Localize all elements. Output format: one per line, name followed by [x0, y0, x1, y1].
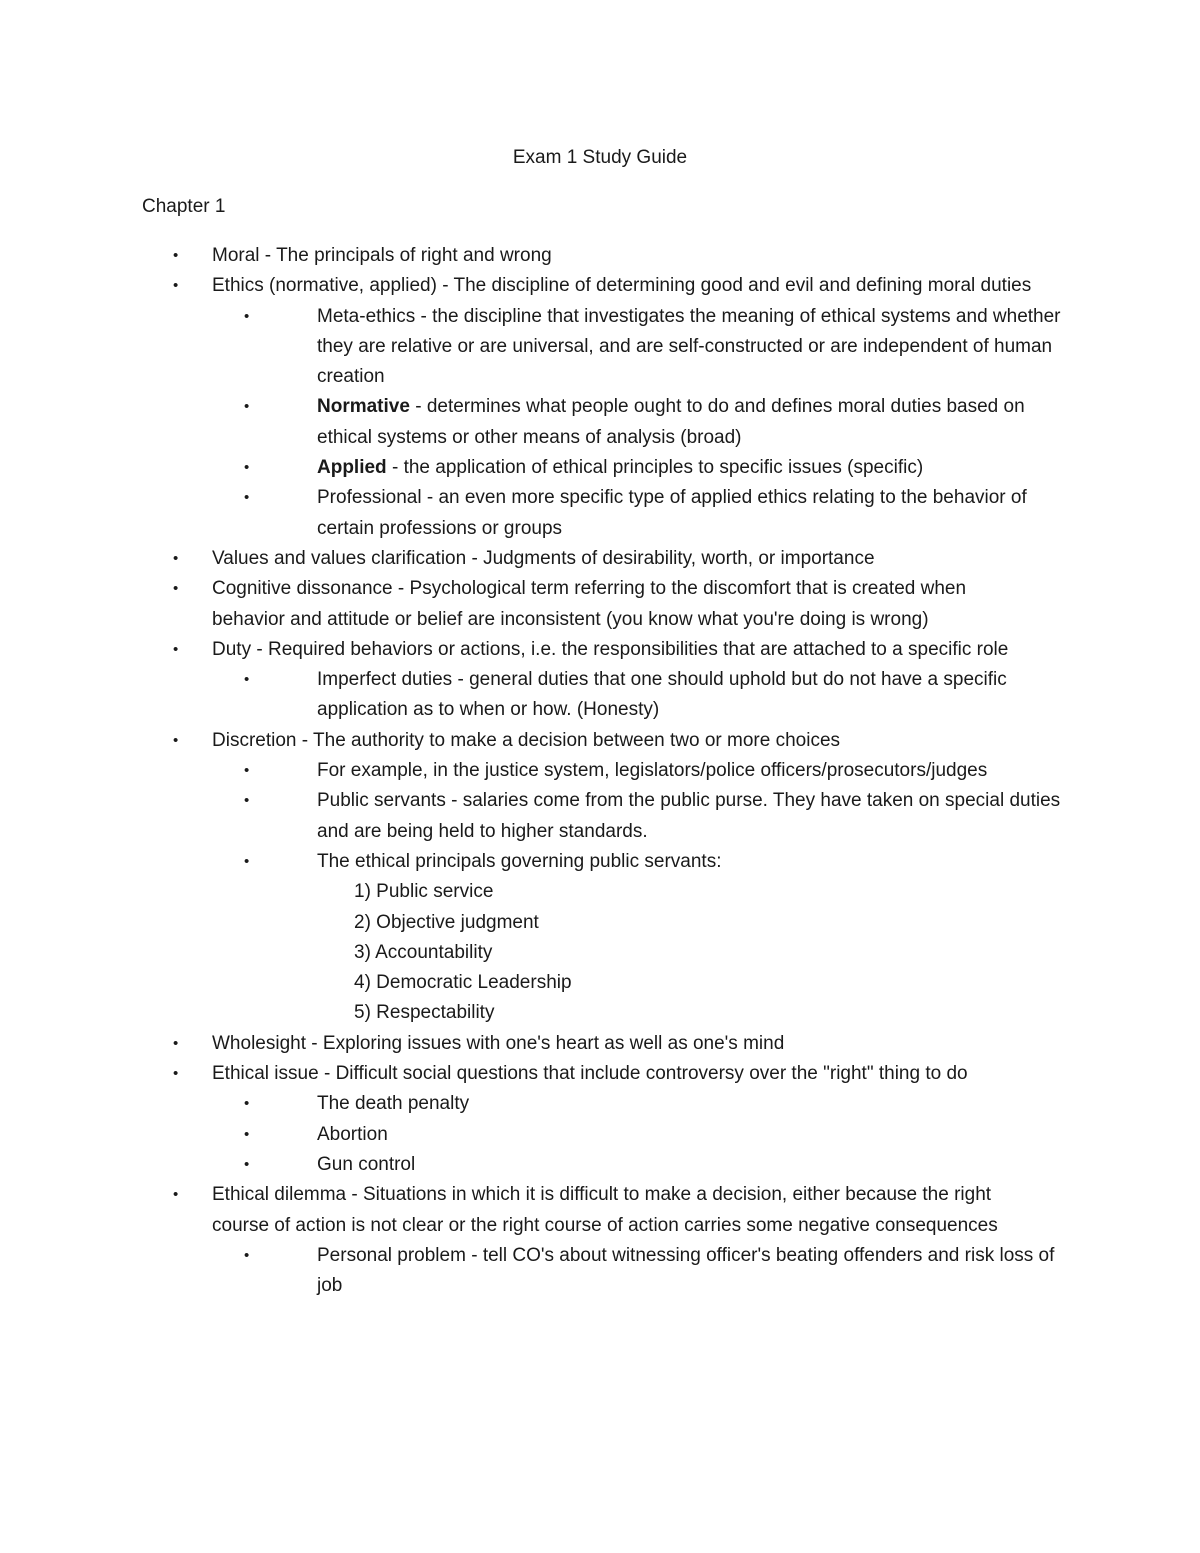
- item-text: 4) Democratic Leadership: [354, 972, 572, 994]
- bullet-icon: •: [244, 489, 250, 507]
- term-separator: -: [415, 305, 433, 327]
- list-item: [354, 908, 1054, 938]
- bullet-icon: •: [173, 731, 179, 749]
- bullet-icon: •: [244, 459, 250, 477]
- item-text: Judgments of desirability, worth, or importance: [483, 547, 875, 569]
- list-item: [244, 665, 1062, 726]
- list-item: [173, 271, 1042, 301]
- term-label: Public servants: [317, 790, 446, 812]
- term-separator: -: [346, 1184, 363, 1206]
- document-title: Exam 1 Study Guide: [512, 147, 688, 168]
- term-separator: -: [386, 457, 404, 479]
- bullet-icon: •: [244, 1095, 250, 1113]
- term-label: Wholesight: [212, 1032, 306, 1054]
- item-text: 1) Public service: [354, 881, 494, 903]
- term-separator: -: [409, 396, 427, 418]
- chapter-heading: Chapter 1: [142, 196, 226, 217]
- list-item: [354, 998, 1054, 1028]
- item-text: an even more specific type of applied ethics relating to the behavior of certain professions or groups: [317, 487, 1027, 539]
- term-separator: -: [306, 1032, 323, 1054]
- item-text: 3) Accountability: [354, 941, 493, 963]
- bullet-icon: •: [244, 398, 250, 416]
- item-text: the application of ethical principles to specific issues (specific): [403, 457, 924, 479]
- item-text: The authority to make a decision between two or more choices: [313, 729, 841, 751]
- bullet-icon: •: [173, 1034, 179, 1052]
- item-text: Situations in which it is difficult to make a decision, either because the right course of action is not clear or the right course of action carries some negative consequences: [212, 1184, 998, 1236]
- term-label: Imperfect duties: [317, 669, 453, 691]
- list-item: [244, 1150, 1062, 1180]
- bullet-icon: •: [173, 247, 179, 264]
- term-separator: -: [436, 275, 454, 297]
- list-item: [244, 1089, 1062, 1119]
- term-separator: -: [251, 638, 268, 660]
- term-label: Applied: [317, 457, 387, 479]
- list-item: [354, 968, 1054, 998]
- list-item: [354, 938, 1054, 968]
- term-label: Personal problem: [317, 1244, 466, 1266]
- bullet-icon: •: [244, 852, 250, 870]
- item-text: Gun control: [317, 1153, 416, 1175]
- term-label: Moral: [212, 245, 260, 266]
- term-label: Cognitive dissonance: [212, 578, 393, 600]
- bullet-icon: •: [244, 762, 250, 780]
- term-separator: -: [465, 1244, 483, 1266]
- item-text: Exploring issues with one's heart as well as one's mind: [322, 1032, 785, 1054]
- list-item: [244, 756, 1062, 786]
- term-label: Professional: [317, 487, 422, 509]
- term-separator: -: [296, 729, 314, 751]
- item-text: For example, in the justice system, legislators/police officers/prosecutors/judges: [317, 760, 988, 782]
- bullet-icon: •: [173, 1065, 179, 1083]
- item-text: The principals of right and wrong: [276, 245, 552, 266]
- item-text: Abortion: [317, 1123, 388, 1145]
- list-item: [173, 726, 1042, 756]
- list-item: [244, 392, 1062, 453]
- item-text: determines what people ought to do and defines moral duties based on ethical systems or other means of analysis (broad): [317, 396, 1025, 448]
- term-label: Ethical issue: [212, 1063, 319, 1085]
- list-item: [244, 302, 1062, 393]
- list-item: [173, 1059, 1042, 1089]
- item-text: The discipline of determining good and evil and defining moral duties: [453, 275, 1032, 297]
- bullet-icon: •: [244, 671, 250, 689]
- bullet-icon: •: [173, 549, 179, 567]
- list-item: [173, 1180, 1042, 1241]
- list-item: [173, 241, 1042, 271]
- term-label: Ethics (normative, applied): [212, 275, 437, 297]
- item-text: 5) Respectability: [354, 1002, 495, 1024]
- item-text: The death penalty: [317, 1093, 470, 1115]
- term-label: Discretion: [212, 729, 297, 751]
- bullet-icon: •: [173, 640, 179, 658]
- list-item: [244, 786, 1062, 847]
- term-label: Duty: [212, 638, 252, 660]
- item-text: 2) Objective judgment: [354, 911, 539, 933]
- bullet-icon: •: [244, 792, 250, 810]
- term-separator: -: [452, 669, 470, 691]
- bullet-icon: •: [173, 580, 179, 598]
- list-item: [173, 544, 1042, 574]
- item-text: Difficult social questions that include controversy over the "right" thing to do: [335, 1063, 968, 1085]
- term-separator: -: [392, 578, 410, 600]
- list-item: [173, 1029, 1042, 1059]
- bullet-icon: •: [244, 1125, 250, 1143]
- term-label: Values and values clarification: [212, 547, 467, 569]
- list-item: [354, 877, 1054, 907]
- term-label: Meta-ethics: [317, 305, 416, 327]
- item-text: general duties that one should uphold but do not have a specific application as to when or how. (Honesty): [317, 669, 1007, 721]
- term-separator: -: [259, 245, 277, 266]
- item-text: tell CO's about witnessing officer's beating offenders and risk loss of job: [317, 1244, 1055, 1297]
- term-separator: -: [445, 790, 463, 812]
- item-text: Required behaviors or actions, i.e. the responsibilities that are attached to a specific role: [267, 638, 1009, 660]
- list-item: [244, 1120, 1062, 1150]
- item-text: the discipline that investigates the meaning of ethical systems and whether they are relative or are universal, and are self-constructed or are independent of human creation: [317, 305, 1061, 388]
- term-label: Normative: [317, 396, 410, 418]
- list-item: [244, 483, 1062, 544]
- bullet-icon: •: [244, 1246, 250, 1264]
- list-item: [244, 1241, 1062, 1302]
- item-text: The ethical principals governing public servants:: [317, 850, 722, 872]
- list-item: [173, 635, 1042, 665]
- item-text: Psychological term referring to the discomfort that is created when behavior and attitude or belief are inconsistent (you know what you're doing is wrong): [212, 578, 967, 630]
- study-guide-list: [0, 241, 1200, 1301]
- term-separator: -: [421, 487, 439, 509]
- list-item: [173, 574, 1042, 635]
- bullet-icon: •: [173, 1186, 179, 1204]
- item-text: salaries come from the public purse. They have taken on special duties and are being held to higher standards.: [317, 790, 1061, 842]
- bullet-icon: •: [244, 307, 250, 325]
- term-separator: -: [466, 547, 484, 569]
- bullet-icon: •: [244, 1155, 250, 1173]
- term-label: Ethical dilemma: [212, 1184, 347, 1206]
- bullet-icon: •: [173, 277, 179, 295]
- list-item: [244, 847, 1062, 877]
- list-item: [244, 453, 1062, 483]
- term-separator: -: [318, 1063, 336, 1085]
